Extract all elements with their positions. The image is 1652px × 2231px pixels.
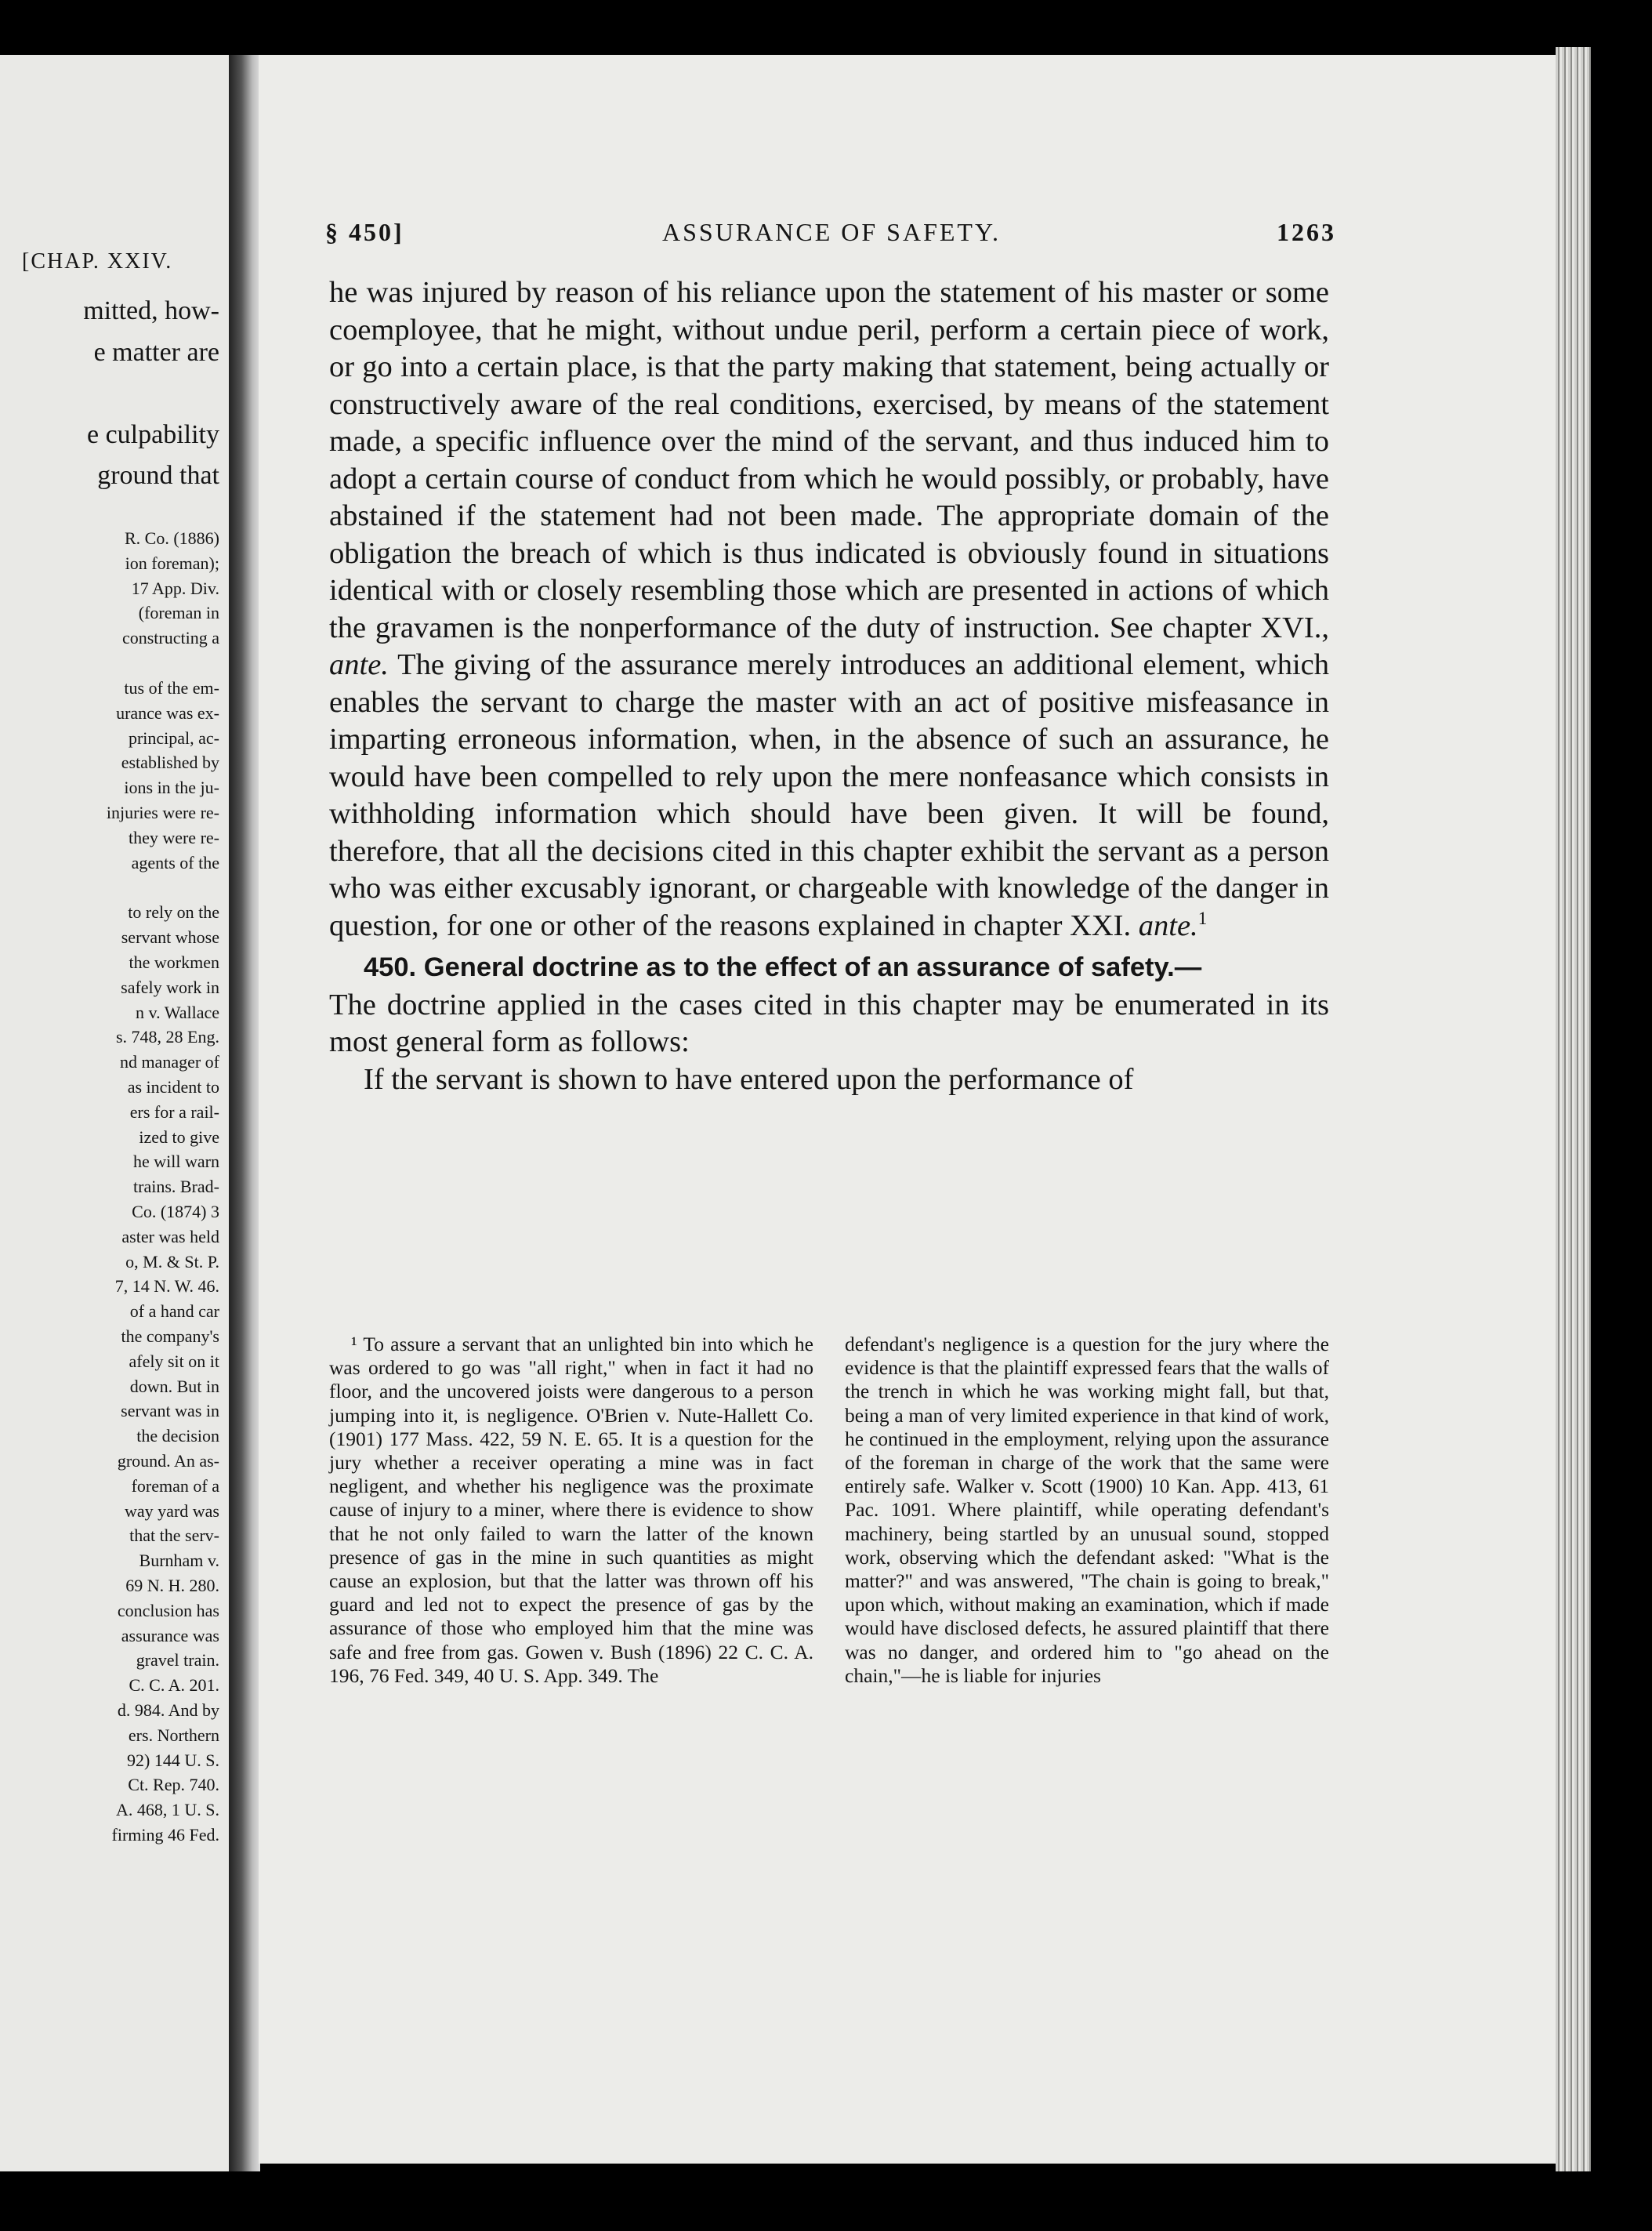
doctrine-paragraph: If the servant is shown to have entered upon the performance of [364,1062,1134,1096]
footnote-ref: 1 [1197,907,1208,928]
left-page-line: foreman of a [131,1475,219,1496]
page-edge-stack [1556,47,1591,2171]
left-page-line: Burnham v. [139,1551,219,1571]
left-page-line: ground that [97,461,219,490]
left-page-line: safely work in [121,977,219,997]
previous-page-fragment [0,55,229,2171]
left-page-line: agents of the [131,852,219,872]
left-page-line: 69 N. H. 280. [125,1576,219,1595]
left-page-line: Ct. Rep. 740. [128,1775,219,1795]
left-page-line: e culpability [86,420,219,449]
section-marker: § 450] [325,218,404,246]
main-text [329,274,1329,1098]
left-page-line: ions in the ju- [124,778,219,798]
left-page-line: assurance was [121,1625,219,1645]
footnote-text: ¹ To assure a servant that an unlighted bin into which he was ordered to go was "all right," when in fact it had no floor, and the uncovered joists were dangerous to a person jumping into it, is negligence. O'Brien v. Nute-Hallett Co. (1901) 177 Mass. 422, 59 N. E. 65. It is a question for the jury whether a receiver operating a mine was in fact negligent, and whether his negligence was the proximate cause of injury to a miner, where there is evidence to show that he not only failed to warn the latter of the known presence of gas in the mine in such quantities as might cause an explosion, but that the latter was thrown off his guard and led not to expect the presence of gas by the assurance of those who employed him that the mine was safe and free from gas. Gowen v. Bush (1896) 22 C. C. A. 196, 76 Fed. 349, 40 U. S. App. 349. The [329,1333,813,1687]
book-gutter [229,55,260,2171]
left-page-line: of a hand car [129,1301,219,1322]
running-head [325,218,1336,249]
left-page-line: aster was held [121,1226,219,1246]
left-page-line: they were re- [128,827,219,847]
left-page-line: the workmen [129,952,219,972]
left-page-line: servant whose [121,927,219,948]
left-running-head: [CHAP. XXIV. [22,249,173,274]
left-page-line: 92) 144 U. S. [127,1750,219,1770]
left-page-line: urance was ex- [116,702,219,723]
left-page-line: nd manager of [119,1052,219,1072]
footnote-column-left [329,1333,813,1688]
left-page-line: he will warn [133,1152,219,1172]
left-page-line: ers. Northern [128,1725,219,1745]
running-title: ASSURANCE OF SAFETY. [662,218,1001,246]
left-page-line: 7, 14 N. W. 46. [114,1276,219,1297]
left-page-line: ized to give [139,1126,219,1147]
left-page-line: ground. An as- [117,1451,219,1471]
left-page-line: R. Co. (1886) [125,528,219,548]
left-page-line: established by [121,753,219,773]
left-page-line: C. C. A. 201. [129,1675,219,1696]
paragraph-continued: he was injured by reason of his reliance upon the statement of his master or some coemployee, that he might, without undue peril, perform a certain piece of work, or go into a certain place, is that the party making that statement, being actually or constructively aware of the real conditions, exercised, by means of the statement made, a specific influence over the mind of the servant, and thus induced him to adopt a certain course of conduct from which he would possibly, or probably, have abstained if the statement had not been made. The appropriate domain of the obligation the breach of which is thus indicated is obviously found in situations identical with or closely resembling those which are presented in actions of which the gravamen is the nonperformance of the duty of instruction. See chapter XVI., ante. The giving of the assurance merely introduces an additional element, which enables the servant to charge the master with an act of positive misfeasance in imparting erroneous information, when, in the absence of such an assurance, he would have been compelled to rely upon the mere nonfeasance which consists in withholding information which should have been given. It will be found, therefore, that all the decisions cited in this chapter exhibit the servant as a person who was either excusably ignorant, or chargeable with knowledge of the danger in question, for one or other of the reasons explained in chapter XXI. ante.$^1$ [329,276,1329,942]
footnote-column-right [845,1333,1329,1688]
left-page-line: trains. Brad- [133,1177,219,1197]
left-page-line: principal, ac- [128,727,219,748]
left-page-line: s. 748, 28 Eng. [116,1027,219,1047]
left-page-line: Co. (1874) 3 [132,1202,219,1221]
footnotes [329,1333,1329,1688]
left-page-line: 17 App. Div. [131,578,219,598]
left-page-line: servant was in [121,1401,219,1421]
left-page-line: the decision [136,1426,219,1446]
left-page-line: o, M. & St. P. [125,1251,219,1271]
left-page-line: to rely on the [128,902,219,923]
left-page-line: (foreman in [138,603,219,623]
left-page-line: firming 46 Fed. [111,1825,219,1845]
left-page-line: ers for a rail- [129,1101,219,1122]
left-page-line: d. 984. And by [117,1700,219,1720]
left-page-line: ion foreman); [125,553,219,573]
page-number: 1263 [1277,218,1336,246]
left-page-line: tus of the em- [124,678,219,698]
left-page-line: injuries were re- [106,803,219,822]
left-page-line: afely sit on it [129,1351,219,1371]
section-heading: 450. General doctrine as to the effect of an assurance of safety.— [364,952,1202,982]
left-page-line: mitted, how- [83,296,219,325]
footnote-text: defendant's negligence is a question for the jury where the evidence is that the plaintiff expressed fears that the walls of the trench in which he was working might fall, but that, being a man of very limited experience in that kind of work, he continued in the employment, relying upon the assurance of the foreman in charge of the work that the same were entirely safe. Walker v. Scott (1900) 10 Kan. App. 413, 61 Pac. 1091. Where plaintiff, while operating defendant's machinery, being startled by an unusual sound, stopped work, observing which the defendant asked: "What is the matter?" and was answered, "The chain is going to break," upon which, without making an examination, which if made would have disclosed defects, he assured plaintiff that there was no danger, and ordered him to "go ahead on the chain,"—he is liable for injuries [845,1333,1329,1687]
left-page-line: as incident to [127,1077,219,1097]
left-page-line: gravel train. [136,1650,219,1671]
left-page-line: constructing a [121,628,219,648]
left-page-line: the company's [121,1326,219,1346]
left-page-line: conclusion has [117,1600,219,1620]
left-page-line: n v. Wallace [136,1002,219,1022]
left-page-line: e matter are [93,338,219,367]
left-page-line: way yard was [125,1500,219,1521]
left-page-line: down. But in [129,1376,219,1396]
doctrine-intro: The doctrine applied in the cases cited in this chapter may be enumerated in its most general form as follows: [329,988,1329,1058]
left-page-line: A. 468, 1 U. S. [115,1800,219,1820]
left-page-line: that the serv- [129,1525,219,1546]
